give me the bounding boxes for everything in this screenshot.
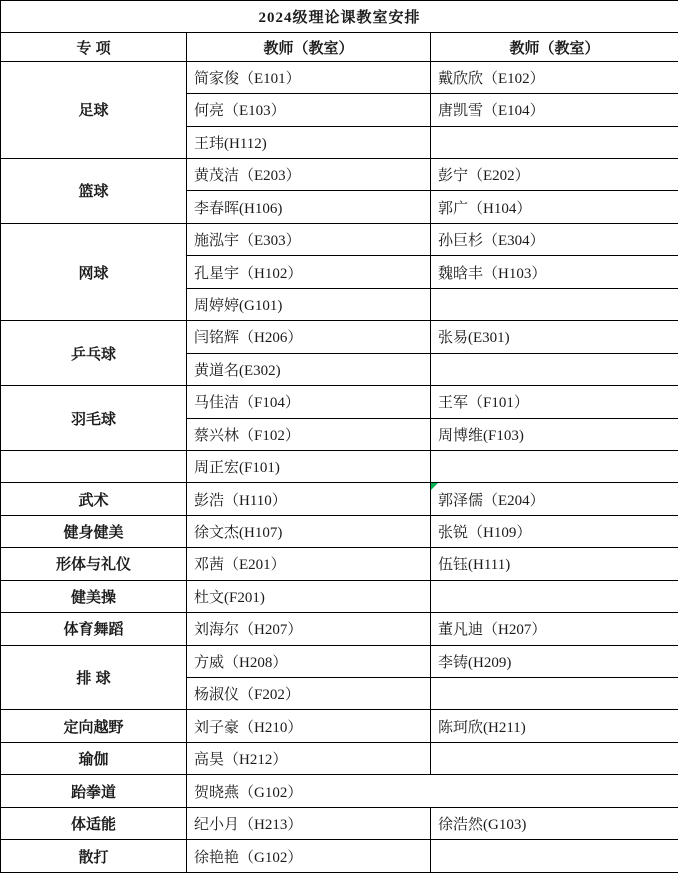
column-header-specialty: 专 项: [1, 33, 187, 61]
specialty-cell: 散打: [1, 840, 187, 873]
teacher-room-cell: 戴欣欣（E102）: [431, 61, 678, 93]
table-row: [1, 159, 678, 191]
table-row: [1, 710, 678, 742]
teacher-room-cell: 何亮（E103）: [187, 94, 431, 126]
title-row: [1, 1, 678, 33]
table-row: [1, 775, 678, 807]
column-header-teacher-room-2: 教师（教室）: [431, 33, 678, 61]
teacher-room-cell: 孔星宇（H102）: [187, 256, 431, 288]
teacher-room-cell: 周博维(F103): [431, 418, 678, 450]
teacher-room-cell: 张锐（H109）: [431, 515, 678, 547]
empty-cell: [431, 742, 678, 774]
empty-cell: [431, 580, 678, 612]
table-row: [1, 386, 678, 418]
specialty-cell: 形体与礼仪: [1, 548, 187, 580]
specialty-cell: 体育舞蹈: [1, 613, 187, 645]
empty-cell: [431, 450, 678, 482]
specialty-cell: 篮球: [1, 159, 187, 224]
table-row: [1, 483, 678, 515]
specialty-cell: 健美操: [1, 580, 187, 612]
specialty-cell: 体适能: [1, 807, 187, 839]
table-row: [1, 450, 678, 482]
table-row: [1, 61, 678, 93]
specialty-cell: 网球: [1, 223, 187, 320]
specialty-cell: 健身健美: [1, 515, 187, 547]
table-row: [1, 515, 678, 547]
teacher-room-cell: 简家俊（E101）: [187, 61, 431, 93]
teacher-room-cell: 施泓宇（E303）: [187, 223, 431, 255]
teacher-room-cell: 黄茂洁（E203）: [187, 159, 431, 191]
teacher-room-cell: 纪小月（H213）: [187, 807, 431, 839]
specialty-cell: [1, 450, 187, 482]
table-row: [1, 807, 678, 839]
teacher-room-cell: 周正宏(F101): [187, 450, 431, 482]
teacher-room-cell: 杜文(F201): [187, 580, 431, 612]
teacher-room-cell: 徐浩然(G103): [431, 807, 678, 839]
specialty-cell: 定向越野: [1, 710, 187, 742]
teacher-room-cell: 闫铭辉（H206）: [187, 321, 431, 353]
teacher-room-cell: 黄道名(E302): [187, 353, 431, 385]
table-body: [1, 1, 678, 873]
teacher-room-cell: 徐艳艳（G102）: [187, 840, 431, 873]
teacher-room-cell: 刘海尔（H207）: [187, 613, 431, 645]
specialty-cell: 武术: [1, 483, 187, 515]
teacher-room-cell-with-green-marker: 郭泽儒（E204）: [431, 483, 678, 515]
specialty-cell: 乒乓球: [1, 321, 187, 386]
teacher-room-cell: 郭广（H104）: [431, 191, 678, 223]
teacher-room-cell: 伍钰(H111): [431, 548, 678, 580]
table-row: [1, 742, 678, 774]
teacher-room-cell: 方威（H208）: [187, 645, 431, 677]
teacher-room-cell: 李春晖(H106): [187, 191, 431, 223]
table-row: [1, 613, 678, 645]
teacher-room-cell: 王玮(H112): [187, 126, 431, 158]
column-header-teacher-room-1: 教师（教室）: [187, 33, 431, 61]
teacher-room-cell: 彭宁（E202）: [431, 159, 678, 191]
teacher-room-cell: 李铸(H209): [431, 645, 678, 677]
specialty-cell: 瑜伽: [1, 742, 187, 774]
header-row: [1, 33, 678, 61]
empty-cell: [431, 288, 678, 320]
teacher-room-cell: 蔡兴林（F102）: [187, 418, 431, 450]
teacher-room-cell: 杨淑仪（F202）: [187, 678, 431, 710]
table-row: [1, 223, 678, 255]
teacher-room-cell: 唐凯雪（E104）: [431, 94, 678, 126]
teacher-room-cell: 周婷婷(G101): [187, 288, 431, 320]
specialty-cell: 排 球: [1, 645, 187, 710]
teacher-room-cell: 贺晓燕（G102）: [187, 775, 678, 807]
teacher-room-cell: 马佳洁（F104）: [187, 386, 431, 418]
table-row: [1, 645, 678, 677]
teacher-room-cell: 王军（F101）: [431, 386, 678, 418]
table-row: [1, 580, 678, 612]
page-title: 2024级理论课教室安排: [1, 1, 678, 33]
specialty-cell: 足球: [1, 61, 187, 158]
teacher-room-cell: 张易(E301): [431, 321, 678, 353]
teacher-room-cell: 魏晗丰（H103）: [431, 256, 678, 288]
specialty-cell: 跆拳道: [1, 775, 187, 807]
empty-cell: [431, 678, 678, 710]
table-row: [1, 840, 678, 873]
specialty-cell: 羽毛球: [1, 386, 187, 451]
empty-cell: [431, 353, 678, 385]
teacher-room-cell: 孙巨杉（E304）: [431, 223, 678, 255]
empty-cell: [431, 126, 678, 158]
teacher-room-cell: 陈珂欣(H211): [431, 710, 678, 742]
teacher-room-cell: 徐文杰(H107): [187, 515, 431, 547]
teacher-room-cell: 邓茜（E201）: [187, 548, 431, 580]
table-row: [1, 548, 678, 580]
teacher-room-cell: 董凡迪（H207）: [431, 613, 678, 645]
teacher-room-cell: 高昊（H212）: [187, 742, 431, 774]
empty-cell: [431, 840, 678, 873]
teacher-room-cell: 刘子豪（H210）: [187, 710, 431, 742]
table-row: [1, 321, 678, 353]
teacher-room-cell: 彭浩（H110）: [187, 483, 431, 515]
